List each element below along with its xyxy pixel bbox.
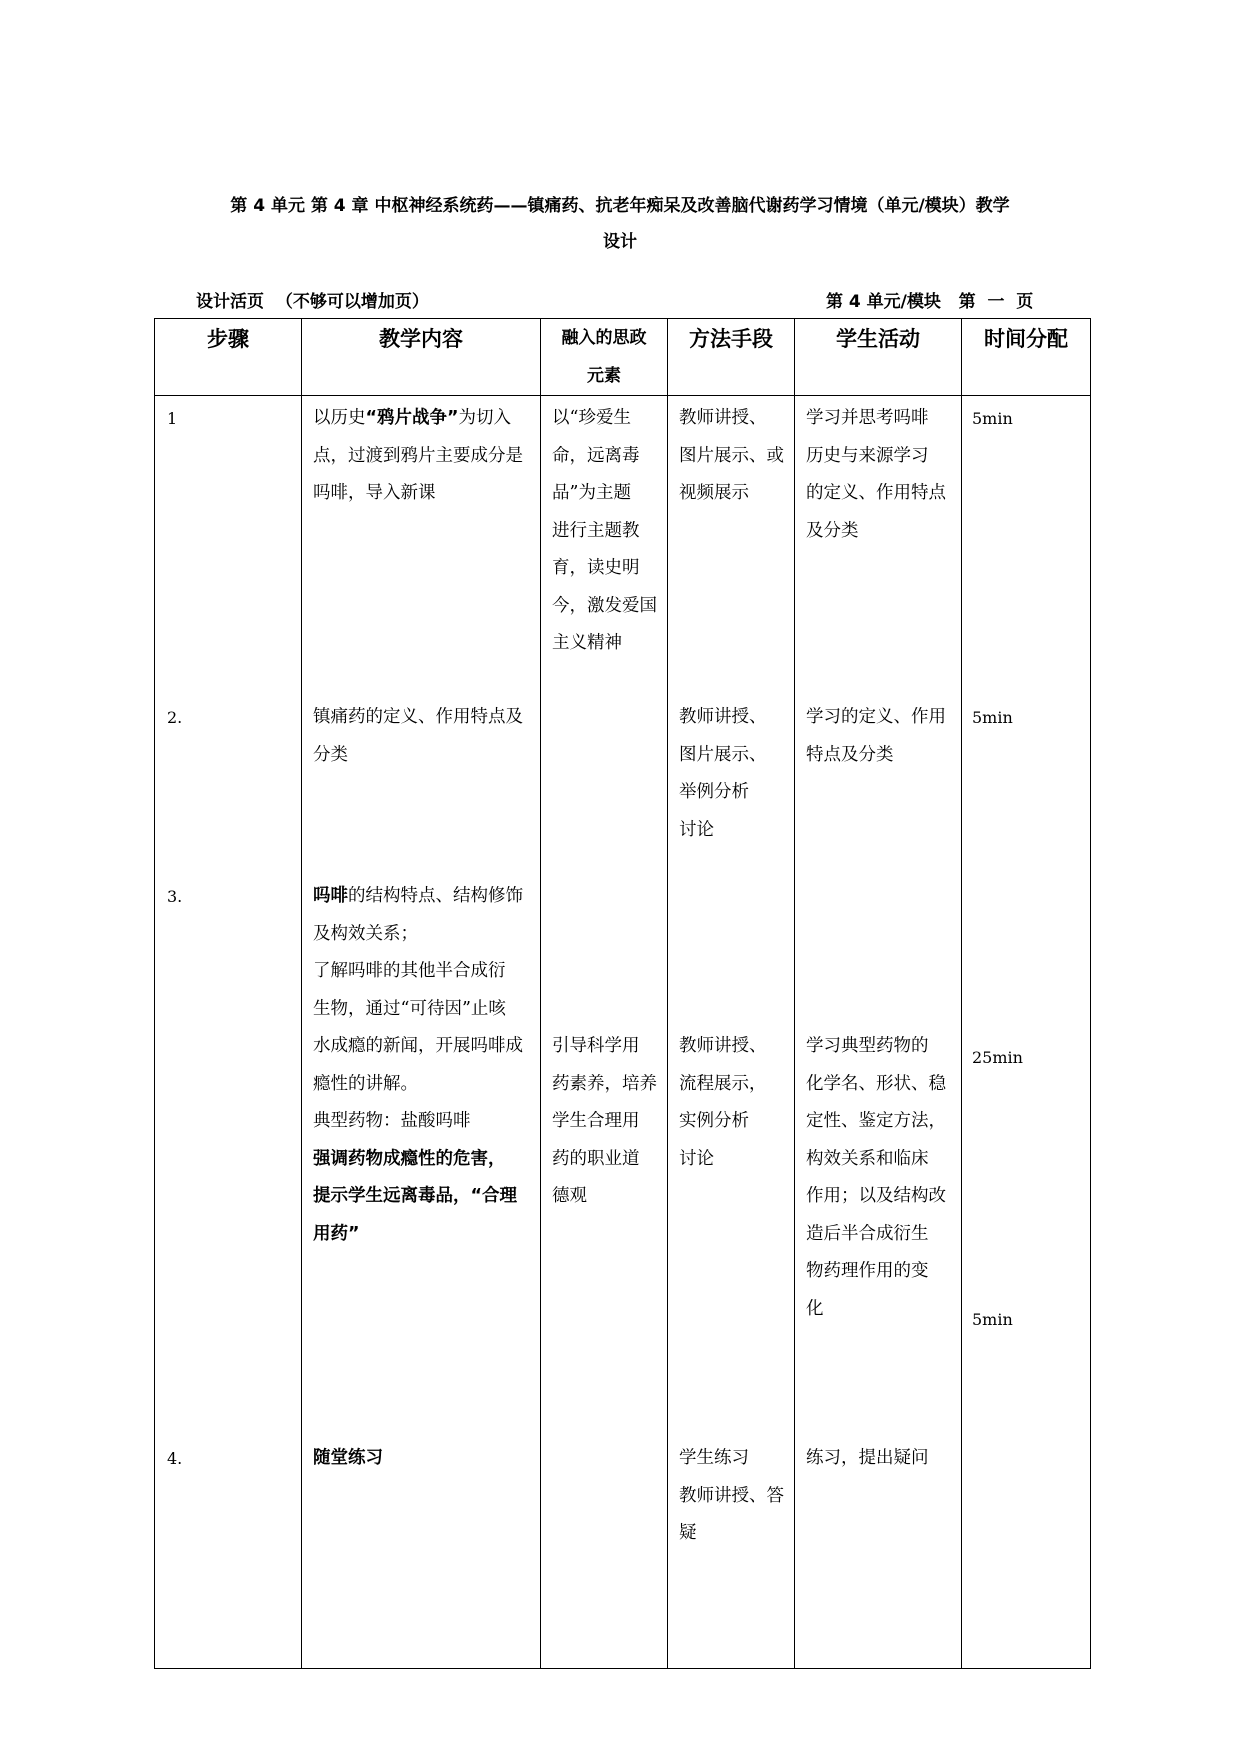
activity-1-line-4: 及分类: [806, 520, 859, 541]
content-3-highlight: 吗啡: [313, 886, 348, 906]
content-3-line-2: 及构效关系；: [313, 923, 418, 944]
content-1-suffix: 为切入: [458, 408, 512, 428]
method-4-line-2: 教师讲授、答: [679, 1485, 784, 1506]
method-column: [668, 396, 795, 1669]
content-1-line-2: 点，过渡到鸦片主要成分是: [313, 445, 523, 466]
lesson-plan-table: [154, 318, 1091, 1669]
activity-1-line-1: 学习并思考吗啡: [806, 408, 929, 428]
step-number-1: 1: [167, 409, 178, 428]
activity-2-line-2: 特点及分类: [806, 744, 894, 765]
content-1-highlight: “鸦片战争”: [365, 408, 459, 428]
header-content: 教学内容: [302, 319, 541, 396]
time-3: 25min: [972, 1048, 1023, 1067]
ideology-1-line-7: 主义精神: [552, 633, 622, 653]
time-1: 5min: [972, 409, 1013, 428]
time-4: 5min: [972, 1310, 1013, 1329]
activity-3-line-6: 造后半合成衍生: [806, 1223, 929, 1244]
activity-2-line-1: 学习的定义、作用: [806, 707, 946, 727]
ideology-1-line-3: 品”为主题: [552, 483, 631, 503]
activity-3-line-4: 构效关系和临床: [806, 1148, 929, 1169]
activity-3-line-5: 作用；以及结构改: [806, 1186, 946, 1206]
method-2-line-1: 教师讲授、: [679, 707, 767, 727]
step-number-2: 2.: [167, 708, 183, 727]
ideology-3-line-1: 引导科学用: [552, 1036, 640, 1056]
table-body-row: [155, 396, 1091, 1669]
method-4-line-3: 疑: [679, 1523, 697, 1543]
ideology-3-line-5: 德观: [552, 1186, 587, 1206]
step-column: [155, 396, 302, 1669]
method-2-line-2: 图片展示、: [679, 744, 767, 765]
page-indicator: 第 4 单元/模块 第 一 页: [826, 292, 1034, 312]
method-3-line-4: 讨论: [679, 1148, 714, 1169]
method-3-line-3: 实例分析: [679, 1111, 749, 1131]
header-activity: 学生活动: [795, 319, 962, 396]
ideology-3-line-2: 药素养，培养: [552, 1073, 657, 1094]
header-method: 方法手段: [668, 319, 795, 396]
content-3-emphasis-1: 强调药物成瘾性的危害，: [313, 1148, 506, 1169]
document-title-line1: 第 4 单元 第 4 章 中枢神经系统药——镇痛药、抗老年痴呆及改善脑代谢药学习情境（单元/模块）教学: [230, 196, 1010, 216]
header-step: 步骤: [155, 319, 302, 396]
document-title: [140, 188, 1100, 260]
content-3-line-6: 瘾性的讲解。: [313, 1073, 418, 1094]
document-title-line2: 设计: [603, 232, 637, 252]
content-2-line-2: 分类: [313, 744, 348, 765]
ideology-3-line-3: 学生合理用: [552, 1111, 640, 1131]
method-2-line-3: 举例分析: [679, 782, 749, 802]
ideology-1-line-4: 进行主题教: [552, 520, 640, 541]
ideology-column: [541, 396, 668, 1669]
time-column: [962, 396, 1091, 1669]
content-3-line-3: 了解吗啡的其他半合成衍: [313, 961, 506, 981]
content-2-line-1: 镇痛药的定义、作用特点及: [313, 707, 523, 727]
step-number-4: 4.: [167, 1449, 183, 1468]
method-1-line-1: 教师讲授、: [679, 408, 767, 428]
content-3-line-4: 生物，通过“可待因”止咳: [313, 998, 506, 1019]
activity-1-line-3: 的定义、作用特点: [806, 483, 946, 503]
time-2: 5min: [972, 708, 1013, 727]
content-4-line-1: 随堂练习: [313, 1448, 383, 1468]
table-header-row: [155, 319, 1091, 396]
content-1-prefix: 以历史: [313, 408, 366, 428]
activity-3-line-7: 物药理作用的变: [806, 1261, 929, 1281]
content-1-line-3: 吗啡，导入新课: [313, 483, 436, 503]
header-ideology: [541, 319, 668, 396]
content-3-line-5: 水成瘾的新闻，开展吗啡成: [313, 1036, 523, 1056]
content-3-suffix: 的结构特点、结构修饰: [348, 886, 523, 906]
content-3-emphasis-2: 提示学生远离毒品，“合理: [313, 1186, 518, 1206]
ideology-1-line-2: 命，远离毒: [552, 445, 640, 466]
activity-3-line-8: 化: [806, 1298, 824, 1319]
ideology-1-line-1: 以“珍爱生: [552, 408, 631, 428]
content-3-line-7: 典型药物：盐酸吗啡: [313, 1111, 471, 1131]
activity-column: [795, 396, 962, 1669]
method-1-line-2: 图片展示、或: [679, 445, 784, 466]
method-2-line-4: 讨论: [679, 819, 714, 840]
step-number-3: 3.: [167, 887, 183, 906]
method-1-line-3: 视频展示: [679, 483, 749, 503]
method-3-line-2: 流程展示，: [679, 1073, 767, 1094]
activity-3-line-3: 定性、鉴定方法，: [806, 1111, 946, 1131]
activity-4-line-1: 练习，提出疑问: [806, 1448, 929, 1468]
content-3-line-1: [313, 878, 523, 916]
method-4-line-1: 学生练习: [679, 1448, 749, 1468]
activity-1-line-2: 历史与来源学习: [806, 445, 929, 466]
activity-3-line-2: 化学名、形状、稳: [806, 1073, 946, 1094]
design-sheet-label: 设计活页 （不够可以增加页）: [196, 292, 429, 312]
activity-3-line-1: 学习典型药物的: [806, 1036, 929, 1056]
header-ideology-line1: 融入的思政: [561, 328, 647, 348]
ideology-1-line-5: 育，读史明: [552, 558, 640, 578]
header-ideology-line2: 元素: [587, 366, 621, 386]
content-column: [302, 396, 541, 1669]
ideology-3-line-4: 药的职业道: [552, 1148, 640, 1169]
content-1-line-1: [313, 400, 511, 438]
ideology-1-line-6: 今，激发爱国: [552, 595, 657, 616]
header-time: 时间分配: [962, 319, 1091, 396]
method-3-line-1: 教师讲授、: [679, 1036, 767, 1056]
content-3-emphasis-3: 用药”: [313, 1223, 360, 1244]
